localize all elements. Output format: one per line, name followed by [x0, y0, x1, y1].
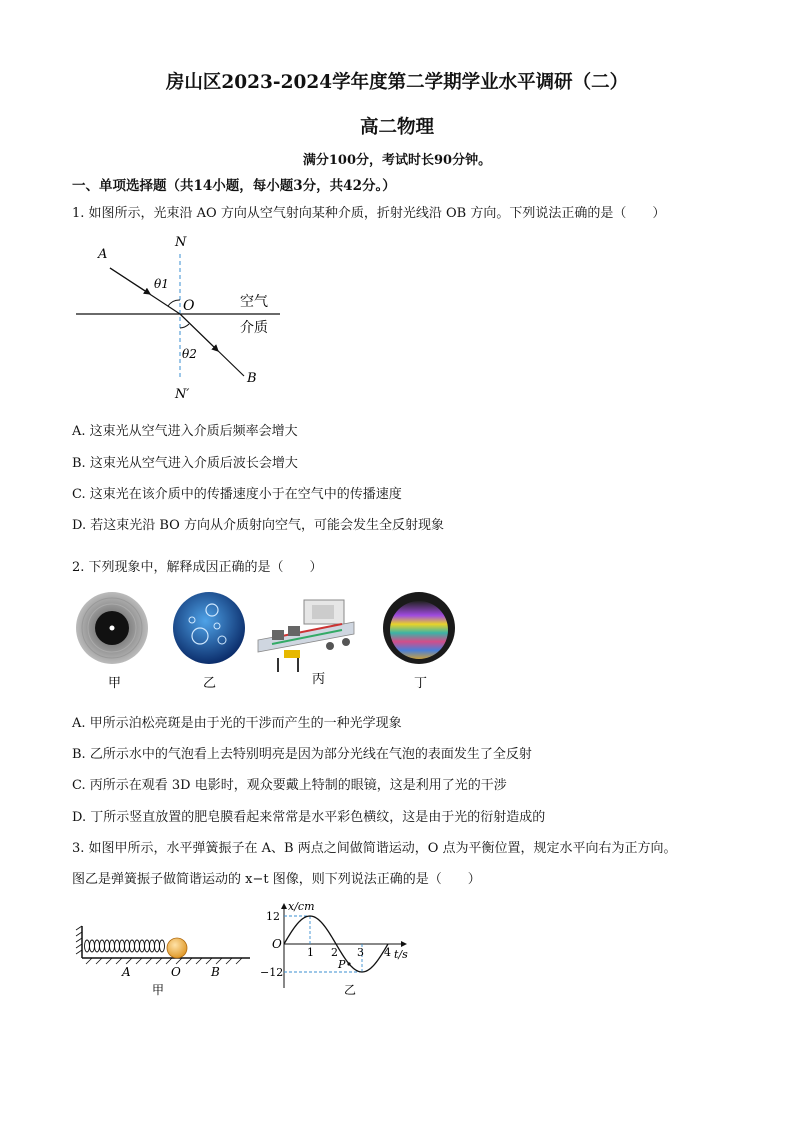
section-heading: 一、单项选择题（共14小题，每小题3分，共42分。）	[72, 178, 396, 194]
caption-ding: 丁	[414, 676, 428, 691]
water-bubble-image	[173, 592, 245, 664]
label-N-prime: N′	[175, 387, 190, 402]
soap-film-image	[383, 592, 455, 664]
q1-option-b: B. 这束光从空气进入介质后波长会增大	[72, 456, 298, 471]
label-air: 空气	[240, 294, 268, 310]
label-O: O	[183, 298, 195, 314]
3d-projection-image	[258, 600, 354, 672]
x-t-graph	[258, 896, 418, 1000]
label-ylabel: x/cm	[288, 900, 315, 913]
question-2-stem: 2. 下列现象中，解释成因正确的是（ ）	[72, 560, 323, 575]
label-B: B	[211, 965, 220, 979]
y-tick-12: 12	[266, 910, 280, 923]
spring-oscillator-diagram	[74, 920, 254, 1000]
question-3-stem-line2: 图乙是弹簧振子做简谐运动的 x−t 图像，则下列说法正确的是（ ）	[72, 872, 481, 887]
page-title: 房山区2023-2024学年度第二学期学业水平调研（二）	[165, 72, 629, 93]
label-theta2: θ2	[182, 347, 197, 361]
label-O: O	[171, 965, 181, 979]
refraction-diagram	[72, 230, 292, 410]
label-medium: 介质	[240, 320, 268, 336]
q2-option-b: B. 乙所示水中的气泡看上去特别明亮是因为部分光线在气泡的表面发生了全反射	[72, 747, 532, 762]
question-1-stem: 1. 如图所示，光束沿 AO 方向从空气射向某种介质，折射光线沿 OB 方向。下列说法正确的是（ ）	[72, 206, 666, 221]
subject-title: 高二物理	[359, 117, 434, 138]
caption-jia: 甲	[152, 983, 165, 997]
spring	[85, 940, 165, 952]
label-P: P	[338, 958, 346, 971]
q1-option-d: D. 若这束光沿 BO 方向从介质射向空气，可能会发生全反射现象	[72, 518, 444, 533]
point-P	[347, 962, 350, 965]
q2-images	[72, 588, 472, 693]
q1-option-c: C. 这束光在该介质中的传播速度小于在空气中的传播速度	[72, 487, 402, 502]
label-origin: O	[272, 937, 282, 951]
x-tick-1: 1	[307, 946, 314, 959]
label-A: A	[98, 247, 108, 262]
x-tick-4: 4	[384, 946, 391, 959]
y-tick-neg12: −12	[260, 966, 284, 979]
label-B: B	[247, 371, 257, 386]
x-tick-3: 3	[357, 946, 364, 959]
label-N: N	[175, 235, 187, 250]
q2-option-c: C. 丙所示在观看 3D 电影时，观众要戴上特制的眼镜，这是利用了光的干涉	[72, 778, 507, 793]
q1-option-a: A. 这束光从空气进入介质后频率会增大	[72, 424, 298, 439]
caption-yi: 乙	[203, 676, 217, 691]
q2-option-a: A. 甲所示泊松亮斑是由于光的干涉而产生的一种光学现象	[72, 716, 402, 731]
x-tick-2: 2	[331, 946, 338, 959]
exam-note: 满分100分，考试时长90分钟。	[302, 153, 492, 168]
question-3-stem-line1: 3. 如图甲所示，水平弹簧振子在 A、B 两点之间做简谐运动，O 点为平衡位置，规定水平向右为正方向。	[72, 841, 677, 856]
poisson-spot-image	[76, 592, 148, 664]
q2-option-d: D. 丁所示竖直放置的肥皂膜看起来常常是水平彩色横纹，这是由于光的衍射造成的	[72, 810, 546, 825]
label-A: A	[122, 965, 131, 979]
label-theta1: θ1	[154, 277, 169, 291]
caption-jia: 甲	[108, 676, 122, 691]
caption-yi: 乙	[344, 983, 357, 997]
ball	[167, 938, 187, 958]
caption-bing: 丙	[312, 672, 326, 687]
label-xlabel: t/s	[394, 948, 408, 961]
